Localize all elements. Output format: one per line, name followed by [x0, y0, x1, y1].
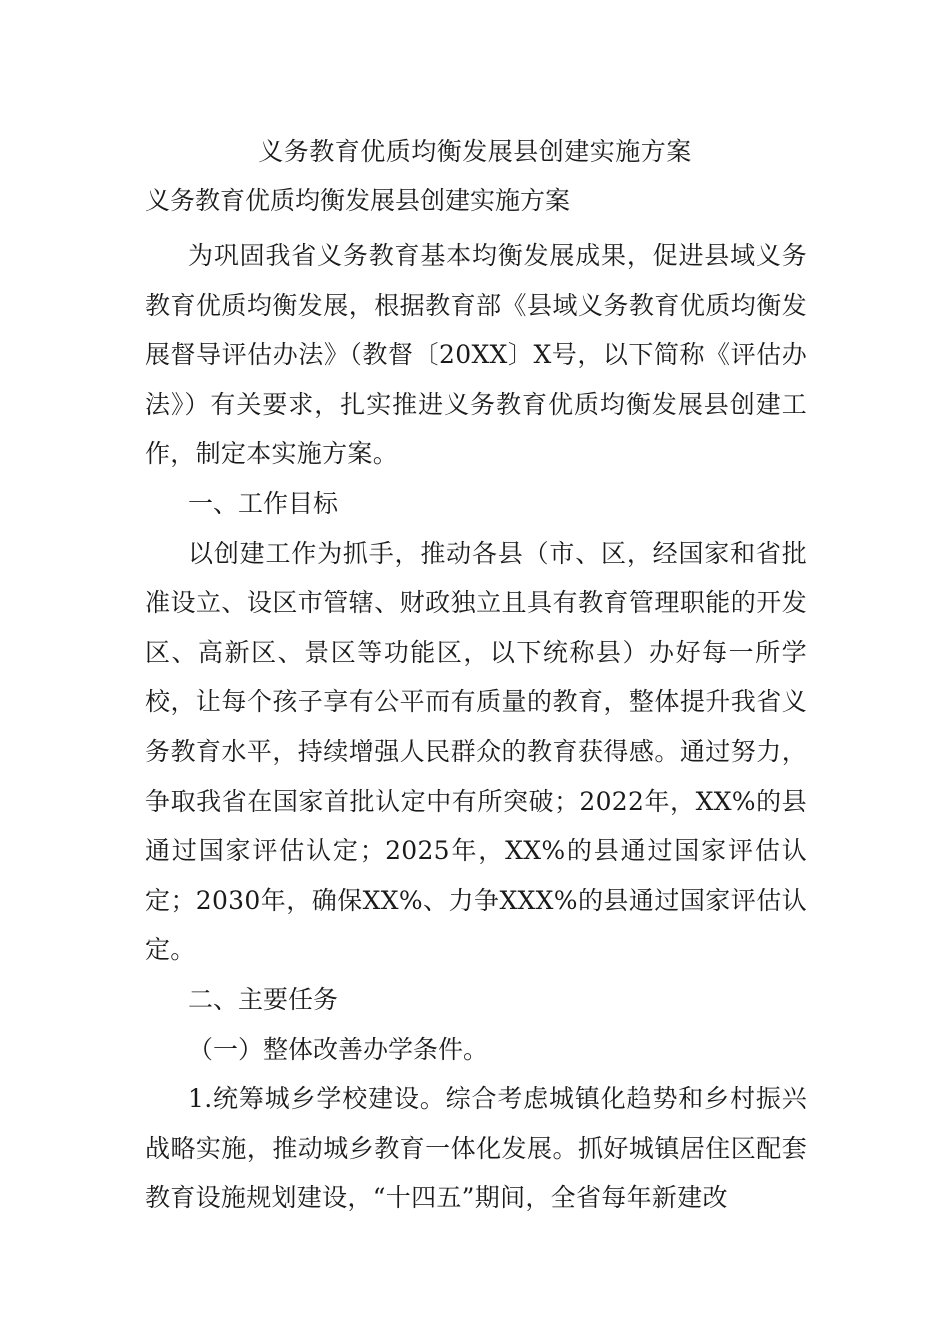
- section-heading-tasks: 二、主要任务: [188, 984, 339, 1014]
- section-heading-goals: 一、工作目标: [188, 488, 339, 518]
- goals-paragraph: 以创建工作为抓手，推动各县（市、区，经国家和省批准设立、设区市管辖、财政独立且具有教育管理职能的开发区、高新区、景区等功能区，以下统称县）办好每一所学校，让每个孩子享有公平而有质量的教育，整体提升我省义务教育水平，持续增强人民群众的教育获得感。通过努力，争取我省在国家首批认定中有所突破；2022年，XX%的县通过国家评估认定；2025年，XX%的县通过国家评估认定；2030年，确保XX%、力争XXX%的县通过国家评估认定。: [145, 538, 807, 965]
- intro-paragraph: 为巩固我省义务教育基本均衡发展成果，促进县域义务教育优质均衡发展，根据教育部《县域义务教育优质均衡发展督导评估办法》（教督〔20XX〕X号，以下简称《评估办法》）有关要求，扎实推进义务教育优质均衡发展县创建工作，制定本实施方案。: [145, 241, 807, 469]
- document-title: 义务教育优质均衡发展县创建实施方案: [258, 137, 692, 166]
- document-subtitle: 义务教育优质均衡发展县创建实施方案: [145, 186, 571, 215]
- subsection-heading-conditions: （一）整体改善办学条件。: [188, 1034, 489, 1064]
- document-body: [145, 231, 807, 1223]
- item-paragraph-1: 1.统筹城乡学校建设。综合考虑城镇化趋势和乡村振兴战略实施，推动城乡教育一体化发展。抓好城镇居住区配套教育设施规划建设，“十四五”期间，全省每年新建改: [145, 1084, 807, 1213]
